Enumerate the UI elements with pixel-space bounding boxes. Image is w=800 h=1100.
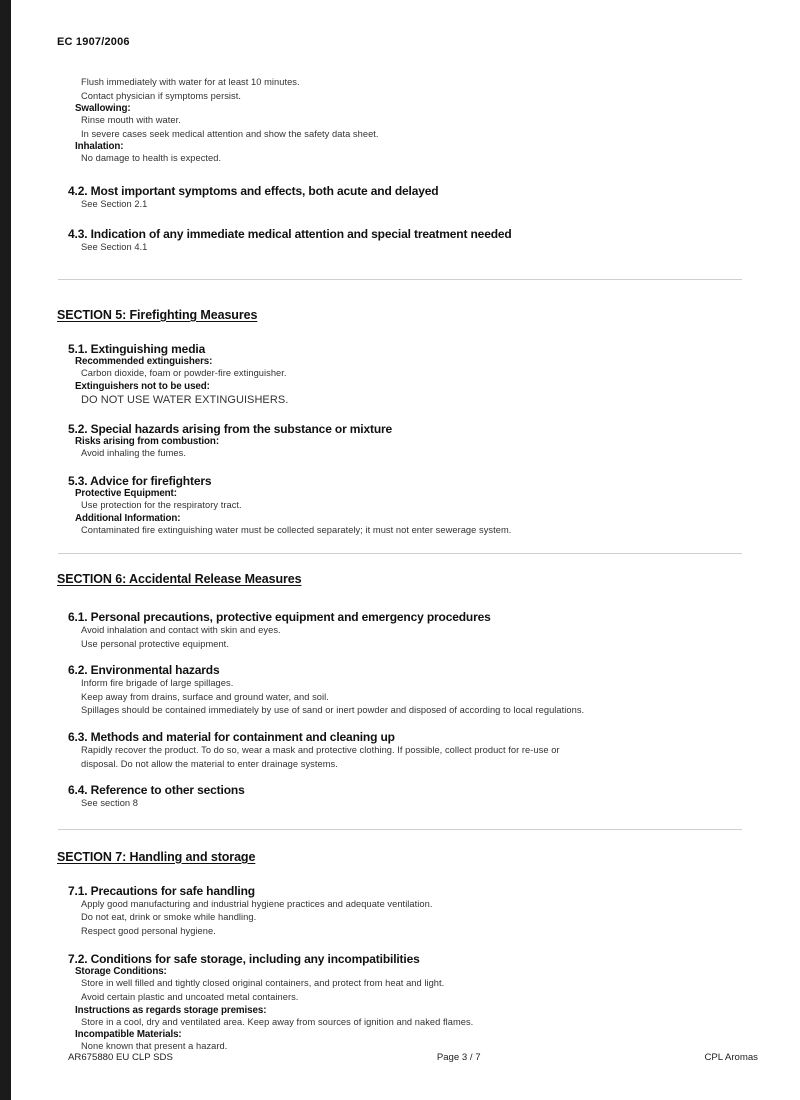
- subsection-4-2-title: 4.2. Most important symptoms and effects, both acute and delayed: [68, 183, 439, 198]
- subsection-7-2: [57, 952, 757, 1053]
- subsection-5-2: [57, 422, 757, 461]
- swallowing-label: Swallowing:: [75, 103, 131, 115]
- protective-equipment-label: Protective Equipment:: [75, 488, 177, 500]
- footer-document-code: AR675880 EU CLP SDS: [68, 1052, 173, 1063]
- recommended-extinguishers-label: Recommended extinguishers:: [75, 355, 213, 367]
- page-footer: [68, 1052, 758, 1063]
- subsection-7-2-title: 7.2. Conditions for safe storage, including any incompatibilities: [68, 952, 420, 967]
- protective-equipment-body: Use protection for the respiratory tract.: [81, 500, 242, 511]
- subsection-4-3: [57, 227, 757, 255]
- subsection-6-3-line: Rapidly recover the product. To do so, wear a mask and protective clothing. If possible, collect product for re-use or: [81, 745, 560, 756]
- subsection-5-3: [57, 474, 757, 537]
- extinguishers-not-used-label: Extinguishers not to be used:: [75, 380, 210, 392]
- subsection-6-1: [57, 610, 757, 651]
- subsection-4-2-body: See Section 2.1: [81, 198, 148, 209]
- subsection-5-1: [57, 342, 757, 408]
- subsection-6-2-line: Inform fire brigade of large spillages.: [81, 678, 234, 689]
- scan-edge-strip: [0, 0, 11, 1100]
- subsection-6-2: [57, 663, 757, 718]
- storage-premises-line: Store in a cool, dry and ventilated area. Keep away from sources of ignition and naked flames.: [81, 1016, 474, 1027]
- recommended-extinguishers-body: Carbon dioxide, foam or powder-fire extinguisher.: [81, 367, 287, 378]
- page-content: [57, 0, 757, 1054]
- additional-information-body: Contaminated fire extinguishing water must be collected separately; it must not enter sewerage system.: [81, 524, 512, 535]
- risks-combustion-label: Risks arising from combustion:: [75, 435, 219, 447]
- subsection-6-3-title: 6.3. Methods and material for containment and cleaning up: [68, 730, 395, 745]
- first-aid-line: Flush immediately with water for at least 10 minutes.: [81, 77, 300, 87]
- subsection-4-3-body: See Section 4.1: [81, 242, 148, 253]
- subsection-6-1-line: Avoid inhalation and contact with skin and eyes.: [81, 625, 281, 636]
- incompatible-materials-label: Incompatible Materials:: [75, 1029, 182, 1041]
- subsection-7-1-title: 7.1. Precautions for safe handling: [68, 883, 255, 898]
- subsection-6-4-line: See section 8: [81, 798, 138, 809]
- swallowing-line: In severe cases seek medical attention and show the safety data sheet.: [81, 128, 379, 139]
- inhalation-label: Inhalation:: [75, 141, 124, 153]
- subsection-7-1: [57, 884, 757, 939]
- subsection-5-2-title: 5.2. Special hazards arising from the substance or mixture: [68, 421, 393, 436]
- storage-conditions-label: Storage Conditions:: [75, 966, 167, 978]
- subsection-6-3-line: disposal. Do not allow the material to enter drainage systems.: [81, 758, 338, 769]
- storage-premises-label: Instructions as regards storage premises:: [75, 1004, 267, 1016]
- subsection-6-4: [57, 783, 757, 811]
- section-6-title: SECTION 6: Accidental Release Measures: [57, 572, 302, 587]
- storage-conditions-line: Store in well filled and tightly closed original containers, and protect from heat and light.: [81, 978, 445, 989]
- swallowing-line: Rinse mouth with water.: [81, 115, 181, 126]
- subsection-6-4-title: 6.4. Reference to other sections: [68, 783, 245, 798]
- subsection-6-3: [57, 730, 757, 771]
- first-aid-continued-block: [57, 76, 757, 166]
- inhalation-line: No damage to health is expected.: [81, 153, 222, 164]
- document-header: EC 1907/2006: [57, 36, 130, 48]
- subsection-6-2-line: Keep away from drains, surface and ground water, and soil.: [81, 691, 329, 702]
- subsection-5-1-title: 5.1. Extinguishing media: [68, 341, 206, 356]
- footer-page-number: Page 3 / 7: [436, 1052, 481, 1063]
- storage-conditions-line: Avoid certain plastic and uncoated metal containers.: [81, 991, 299, 1002]
- subsection-7-1-line: Apply good manufacturing and industrial hygiene practices and adequate ventilation.: [81, 898, 433, 909]
- footer-company-name: CPL Aromas: [704, 1052, 758, 1063]
- section-7-title: SECTION 7: Handling and storage: [57, 849, 256, 864]
- risks-combustion-body: Avoid inhaling the fumes.: [81, 447, 186, 458]
- subsection-7-1-line: Respect good personal hygiene.: [81, 925, 216, 936]
- subsection-4-3-title: 4.3. Indication of any immediate medical attention and special treatment needed: [68, 227, 512, 242]
- subsection-6-1-title: 6.1. Personal precautions, protective equipment and emergency procedures: [68, 610, 491, 625]
- subsection-5-3-title: 5.3. Advice for firefighters: [68, 474, 212, 489]
- incompatible-materials-line: None known that present a hazard.: [81, 1041, 228, 1052]
- extinguishers-not-used-body: DO NOT USE WATER EXTINGUISHERS.: [81, 393, 289, 406]
- page-sheet: [11, 0, 800, 1100]
- subsection-7-1-line: Do not eat, drink or smoke while handling.: [81, 912, 257, 923]
- subsection-6-2-title: 6.2. Environmental hazards: [68, 663, 220, 678]
- subsection-6-2-line: Spillages should be contained immediately by use of sand or inert powder and disposed of according to local regulations.: [81, 705, 585, 716]
- subsection-4-2: [57, 184, 757, 212]
- subsection-6-1-line: Use personal protective equipment.: [81, 638, 229, 649]
- additional-information-label: Additional Information:: [75, 512, 181, 524]
- section-5-title: SECTION 5: Firefighting Measures: [57, 307, 258, 322]
- first-aid-line: Contact physician if symptoms persist.: [81, 90, 242, 101]
